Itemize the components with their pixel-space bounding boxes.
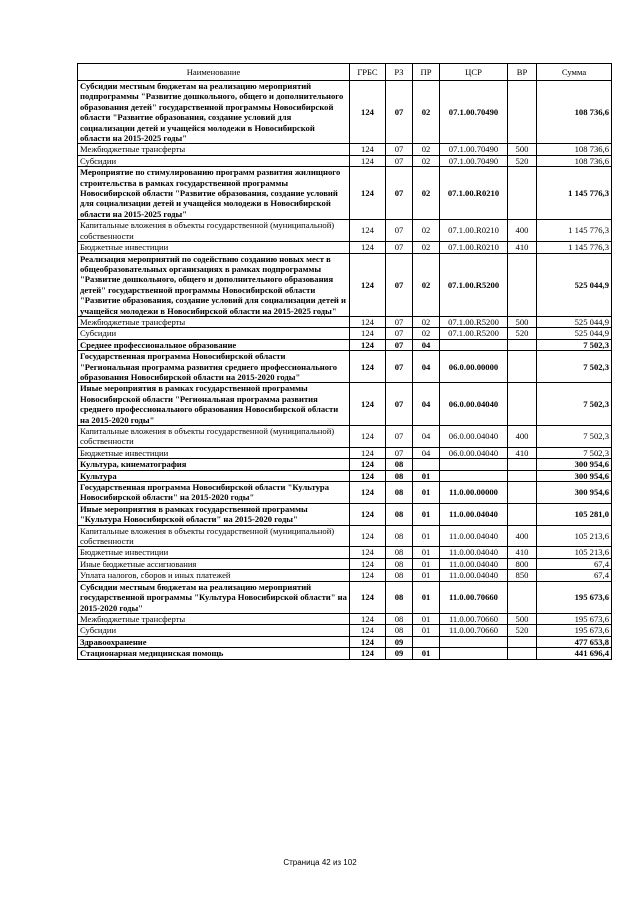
cell-vr: 400 (508, 525, 537, 547)
cell-pr: 01 (413, 648, 440, 659)
cell-vr: 500 (508, 316, 537, 327)
cell-vr: 400 (508, 220, 537, 242)
cell-vr (508, 636, 537, 647)
cell-csr (440, 339, 508, 350)
cell-csr (440, 636, 508, 647)
cell-csr: 11.0.00.70660 (440, 581, 508, 613)
cell-vr (508, 253, 537, 316)
cell-pr: 01 (413, 525, 440, 547)
cell-pr: 04 (413, 447, 440, 458)
cell-grbs: 124 (350, 253, 386, 316)
cell-sum: 300 954,6 (537, 459, 612, 470)
table-row (78, 220, 612, 242)
cell-csr: 07.1.00.70490 (440, 144, 508, 155)
cell-vr (508, 383, 537, 426)
table-row (78, 351, 612, 383)
cell-sum: 1 145 776,3 (537, 242, 612, 253)
table-row (78, 155, 612, 166)
cell-sum: 108 736,6 (537, 144, 612, 155)
table-body (78, 81, 612, 660)
cell-pr: 01 (413, 581, 440, 613)
cell-rz: 09 (386, 636, 413, 647)
cell-name: Межбюджетные трансферты (78, 316, 350, 327)
cell-csr: 07.1.00.R0210 (440, 242, 508, 253)
cell-pr: 02 (413, 220, 440, 242)
cell-csr: 06.0.00.04040 (440, 447, 508, 458)
cell-grbs: 124 (350, 155, 386, 166)
cell-pr: 02 (413, 242, 440, 253)
cell-grbs: 124 (350, 383, 386, 426)
table-row (78, 383, 612, 426)
cell-grbs: 124 (350, 613, 386, 624)
cell-grbs: 124 (350, 570, 386, 581)
cell-grbs: 124 (350, 351, 386, 383)
cell-rz: 07 (386, 426, 413, 448)
cell-grbs: 124 (350, 81, 386, 144)
cell-csr: 11.0.00.04040 (440, 503, 508, 525)
cell-sum: 67,4 (537, 558, 612, 569)
cell-grbs: 124 (350, 581, 386, 613)
cell-sum: 195 673,6 (537, 625, 612, 636)
cell-csr: 11.0.00.04040 (440, 558, 508, 569)
cell-vr: 410 (508, 242, 537, 253)
cell-grbs: 124 (350, 144, 386, 155)
cell-grbs: 124 (350, 482, 386, 504)
cell-name: Культура (78, 470, 350, 481)
cell-csr: 07.1.00.70490 (440, 155, 508, 166)
cell-rz: 08 (386, 581, 413, 613)
cell-sum: 1 145 776,3 (537, 167, 612, 220)
cell-name: Межбюджетные трансферты (78, 613, 350, 624)
table-header-row (78, 64, 612, 81)
cell-pr: 01 (413, 570, 440, 581)
table-row (78, 316, 612, 327)
cell-csr: 11.0.00.70660 (440, 613, 508, 624)
cell-pr: 01 (413, 470, 440, 481)
table-row (78, 339, 612, 350)
cell-vr (508, 482, 537, 504)
cell-sum: 525 044,9 (537, 316, 612, 327)
cell-csr: 06.0.00.04040 (440, 383, 508, 426)
cell-sum: 108 736,6 (537, 155, 612, 166)
cell-rz: 08 (386, 470, 413, 481)
cell-pr: 02 (413, 81, 440, 144)
table-row (78, 558, 612, 569)
cell-sum: 105 213,6 (537, 525, 612, 547)
cell-rz: 07 (386, 328, 413, 339)
cell-csr: 06.0.00.04040 (440, 426, 508, 448)
cell-csr: 07.1.00.70490 (440, 81, 508, 144)
cell-pr: 01 (413, 558, 440, 569)
cell-vr: 500 (508, 613, 537, 624)
cell-pr (413, 636, 440, 647)
cell-pr: 04 (413, 351, 440, 383)
cell-name: Субсидии (78, 328, 350, 339)
cell-sum: 7 502,3 (537, 339, 612, 350)
cell-name: Капитальные вложения в объекты государственной (муниципальной) собственности (78, 525, 350, 547)
cell-sum: 7 502,3 (537, 447, 612, 458)
cell-csr (440, 470, 508, 481)
table-row (78, 447, 612, 458)
cell-csr: 07.1.00.R5200 (440, 253, 508, 316)
cell-grbs: 124 (350, 426, 386, 448)
cell-csr: 11.0.00.04040 (440, 570, 508, 581)
cell-sum: 1 145 776,3 (537, 220, 612, 242)
cell-pr: 02 (413, 167, 440, 220)
header-csr: ЦСР (440, 64, 508, 81)
cell-csr: 11.0.00.04040 (440, 547, 508, 558)
cell-sum: 67,4 (537, 570, 612, 581)
cell-rz: 08 (386, 625, 413, 636)
cell-csr: 07.1.00.R0210 (440, 167, 508, 220)
cell-rz: 07 (386, 351, 413, 383)
cell-grbs: 124 (350, 525, 386, 547)
cell-rz: 08 (386, 525, 413, 547)
table-row (78, 547, 612, 558)
cell-vr (508, 470, 537, 481)
cell-csr (440, 459, 508, 470)
cell-rz: 07 (386, 144, 413, 155)
cell-pr: 02 (413, 328, 440, 339)
cell-rz: 07 (386, 316, 413, 327)
cell-pr: 02 (413, 316, 440, 327)
cell-pr: 02 (413, 253, 440, 316)
cell-name: Культура, кинематография (78, 459, 350, 470)
cell-name: Бюджетные инвестиции (78, 242, 350, 253)
cell-grbs: 124 (350, 339, 386, 350)
header-vr: ВР (508, 64, 537, 81)
cell-grbs: 124 (350, 316, 386, 327)
cell-vr: 410 (508, 447, 537, 458)
table-row (78, 426, 612, 448)
cell-pr: 02 (413, 144, 440, 155)
cell-vr: 520 (508, 625, 537, 636)
cell-grbs: 124 (350, 636, 386, 647)
cell-name: Бюджетные инвестиции (78, 547, 350, 558)
cell-rz: 08 (386, 459, 413, 470)
table-row (78, 636, 612, 647)
cell-name: Среднее профессиональное образование (78, 339, 350, 350)
cell-rz: 08 (386, 547, 413, 558)
cell-name: Иные мероприятия в рамках государственной программы Новосибирской области "Региональная программа развития среднего профессионального образования Новосибирской области на 2015-2020 годы" (78, 383, 350, 426)
cell-pr: 04 (413, 426, 440, 448)
cell-grbs: 124 (350, 558, 386, 569)
cell-vr (508, 581, 537, 613)
cell-sum: 195 673,6 (537, 581, 612, 613)
cell-name: Государственная программа Новосибирской области "Региональная программа развития среднего профессионального образования Новосибирской области на 2015-2020 годы" (78, 351, 350, 383)
cell-csr: 11.0.00.70660 (440, 625, 508, 636)
table-row (78, 81, 612, 144)
cell-pr: 04 (413, 339, 440, 350)
cell-sum: 105 281,0 (537, 503, 612, 525)
table-row (78, 242, 612, 253)
cell-rz: 07 (386, 447, 413, 458)
cell-vr: 410 (508, 547, 537, 558)
cell-name: Субсидии (78, 155, 350, 166)
cell-rz: 08 (386, 482, 413, 504)
cell-grbs: 124 (350, 547, 386, 558)
table-row (78, 328, 612, 339)
cell-pr: 04 (413, 383, 440, 426)
table-row (78, 167, 612, 220)
cell-vr: 800 (508, 558, 537, 569)
cell-vr (508, 351, 537, 383)
table-row (78, 482, 612, 504)
cell-pr (413, 459, 440, 470)
cell-pr: 01 (413, 482, 440, 504)
table-row (78, 648, 612, 659)
cell-pr: 01 (413, 503, 440, 525)
table-row (78, 503, 612, 525)
cell-name: Государственная программа Новосибирской области "Культура Новосибирской области" на 2015-2020 годы" (78, 482, 350, 504)
table-row (78, 144, 612, 155)
cell-grbs: 124 (350, 447, 386, 458)
cell-grbs: 124 (350, 328, 386, 339)
cell-name: Мероприятие по стимулированию программ развития жилищного строительства в рамках государственной программы Новосибирской области "Развитие образования, создание условий для социализации детей и учащейся молодежи в Новосибирской области на 2015-2025 годы" (78, 167, 350, 220)
table-row (78, 459, 612, 470)
table-row (78, 613, 612, 624)
header-rz: РЗ (386, 64, 413, 81)
cell-rz: 07 (386, 167, 413, 220)
cell-name: Субсидии (78, 625, 350, 636)
cell-vr: 520 (508, 328, 537, 339)
cell-sum: 195 673,6 (537, 613, 612, 624)
cell-grbs: 124 (350, 220, 386, 242)
cell-rz: 07 (386, 242, 413, 253)
cell-sum: 441 696,4 (537, 648, 612, 659)
cell-name: Капитальные вложения в объекты государственной (муниципальной) собственности (78, 426, 350, 448)
cell-name: Капитальные вложения в объекты государственной (муниципальной) собственности (78, 220, 350, 242)
cell-sum: 300 954,6 (537, 470, 612, 481)
cell-grbs: 124 (350, 625, 386, 636)
table-row (78, 470, 612, 481)
cell-pr: 01 (413, 613, 440, 624)
cell-sum: 7 502,3 (537, 426, 612, 448)
header-pr: ПР (413, 64, 440, 81)
cell-name: Межбюджетные трансферты (78, 144, 350, 155)
cell-csr: 06.0.00.00000 (440, 351, 508, 383)
cell-vr (508, 648, 537, 659)
cell-vr (508, 167, 537, 220)
cell-rz: 07 (386, 339, 413, 350)
cell-sum: 7 502,3 (537, 351, 612, 383)
header-grbs: ГРБС (350, 64, 386, 81)
cell-grbs: 124 (350, 459, 386, 470)
cell-name: Стационарная медицинская помощь (78, 648, 350, 659)
cell-pr: 02 (413, 155, 440, 166)
page-footer: Страница 42 из 102 (283, 858, 357, 867)
cell-vr (508, 459, 537, 470)
cell-name: Иные бюджетные ассигнования (78, 558, 350, 569)
cell-grbs: 124 (350, 648, 386, 659)
cell-rz: 07 (386, 155, 413, 166)
cell-name: Здравоохранение (78, 636, 350, 647)
table-row (78, 570, 612, 581)
cell-name: Иные мероприятия в рамках государственной программы "Культура Новосибирской области" на 2015-2020 годы" (78, 503, 350, 525)
cell-rz: 08 (386, 613, 413, 624)
budget-table (77, 63, 612, 660)
cell-grbs: 124 (350, 167, 386, 220)
cell-vr (508, 339, 537, 350)
cell-rz: 08 (386, 558, 413, 569)
table-row (78, 581, 612, 613)
cell-sum: 477 653,8 (537, 636, 612, 647)
cell-rz: 08 (386, 570, 413, 581)
cell-name: Субсидии местным бюджетам на реализацию мероприятий государственной программы "Культура Новосибирской области" на 2015-2020 годы" (78, 581, 350, 613)
cell-vr: 520 (508, 155, 537, 166)
header-sum: Сумма (537, 64, 612, 81)
cell-vr (508, 81, 537, 144)
cell-vr: 400 (508, 426, 537, 448)
cell-pr: 01 (413, 547, 440, 558)
cell-pr: 01 (413, 625, 440, 636)
cell-sum: 525 044,9 (537, 253, 612, 316)
cell-csr: 07.1.00.R5200 (440, 328, 508, 339)
cell-sum: 108 736,6 (537, 81, 612, 144)
table-row (78, 625, 612, 636)
cell-name: Бюджетные инвестиции (78, 447, 350, 458)
cell-vr (508, 503, 537, 525)
cell-sum: 105 213,6 (537, 547, 612, 558)
cell-rz: 07 (386, 383, 413, 426)
table-row (78, 253, 612, 316)
cell-sum: 300 954,6 (537, 482, 612, 504)
table-row (78, 525, 612, 547)
cell-name: Реализация мероприятий по содействию созданию новых мест в общеобразовательных организациях в рамках подпрограммы "Развитие дошкольного, общего и дополнительного образования детей" государственной программы Новосибирской области "Развитие образования, создание условий для социализации детей и учащейся молодежи в Новосибирской области на 2015-2025 годы" (78, 253, 350, 316)
cell-grbs: 124 (350, 242, 386, 253)
header-name: Наименование (78, 64, 350, 81)
cell-sum: 525 044,9 (537, 328, 612, 339)
cell-csr: 07.1.00.R0210 (440, 220, 508, 242)
cell-csr: 11.0.00.00000 (440, 482, 508, 504)
cell-rz: 08 (386, 503, 413, 525)
cell-name: Субсидии местным бюджетам на реализацию мероприятий подпрограммы "Развитие дошкольного, общего и дополнительного образования детей" государственной программы Новосибирской области "Развитие образования, создание условий для социализации детей и учащейся молодежи в Новосибирской области на 2015-2025 годы" (78, 81, 350, 144)
cell-name: Уплата налогов, сборов и иных платежей (78, 570, 350, 581)
cell-rz: 07 (386, 81, 413, 144)
cell-grbs: 124 (350, 503, 386, 525)
cell-csr: 11.0.00.04040 (440, 525, 508, 547)
cell-vr: 500 (508, 144, 537, 155)
cell-csr (440, 648, 508, 659)
cell-grbs: 124 (350, 470, 386, 481)
cell-vr: 850 (508, 570, 537, 581)
cell-csr: 07.1.00.R5200 (440, 316, 508, 327)
cell-rz: 07 (386, 253, 413, 316)
cell-rz: 09 (386, 648, 413, 659)
cell-rz: 07 (386, 220, 413, 242)
cell-sum: 7 502,3 (537, 383, 612, 426)
